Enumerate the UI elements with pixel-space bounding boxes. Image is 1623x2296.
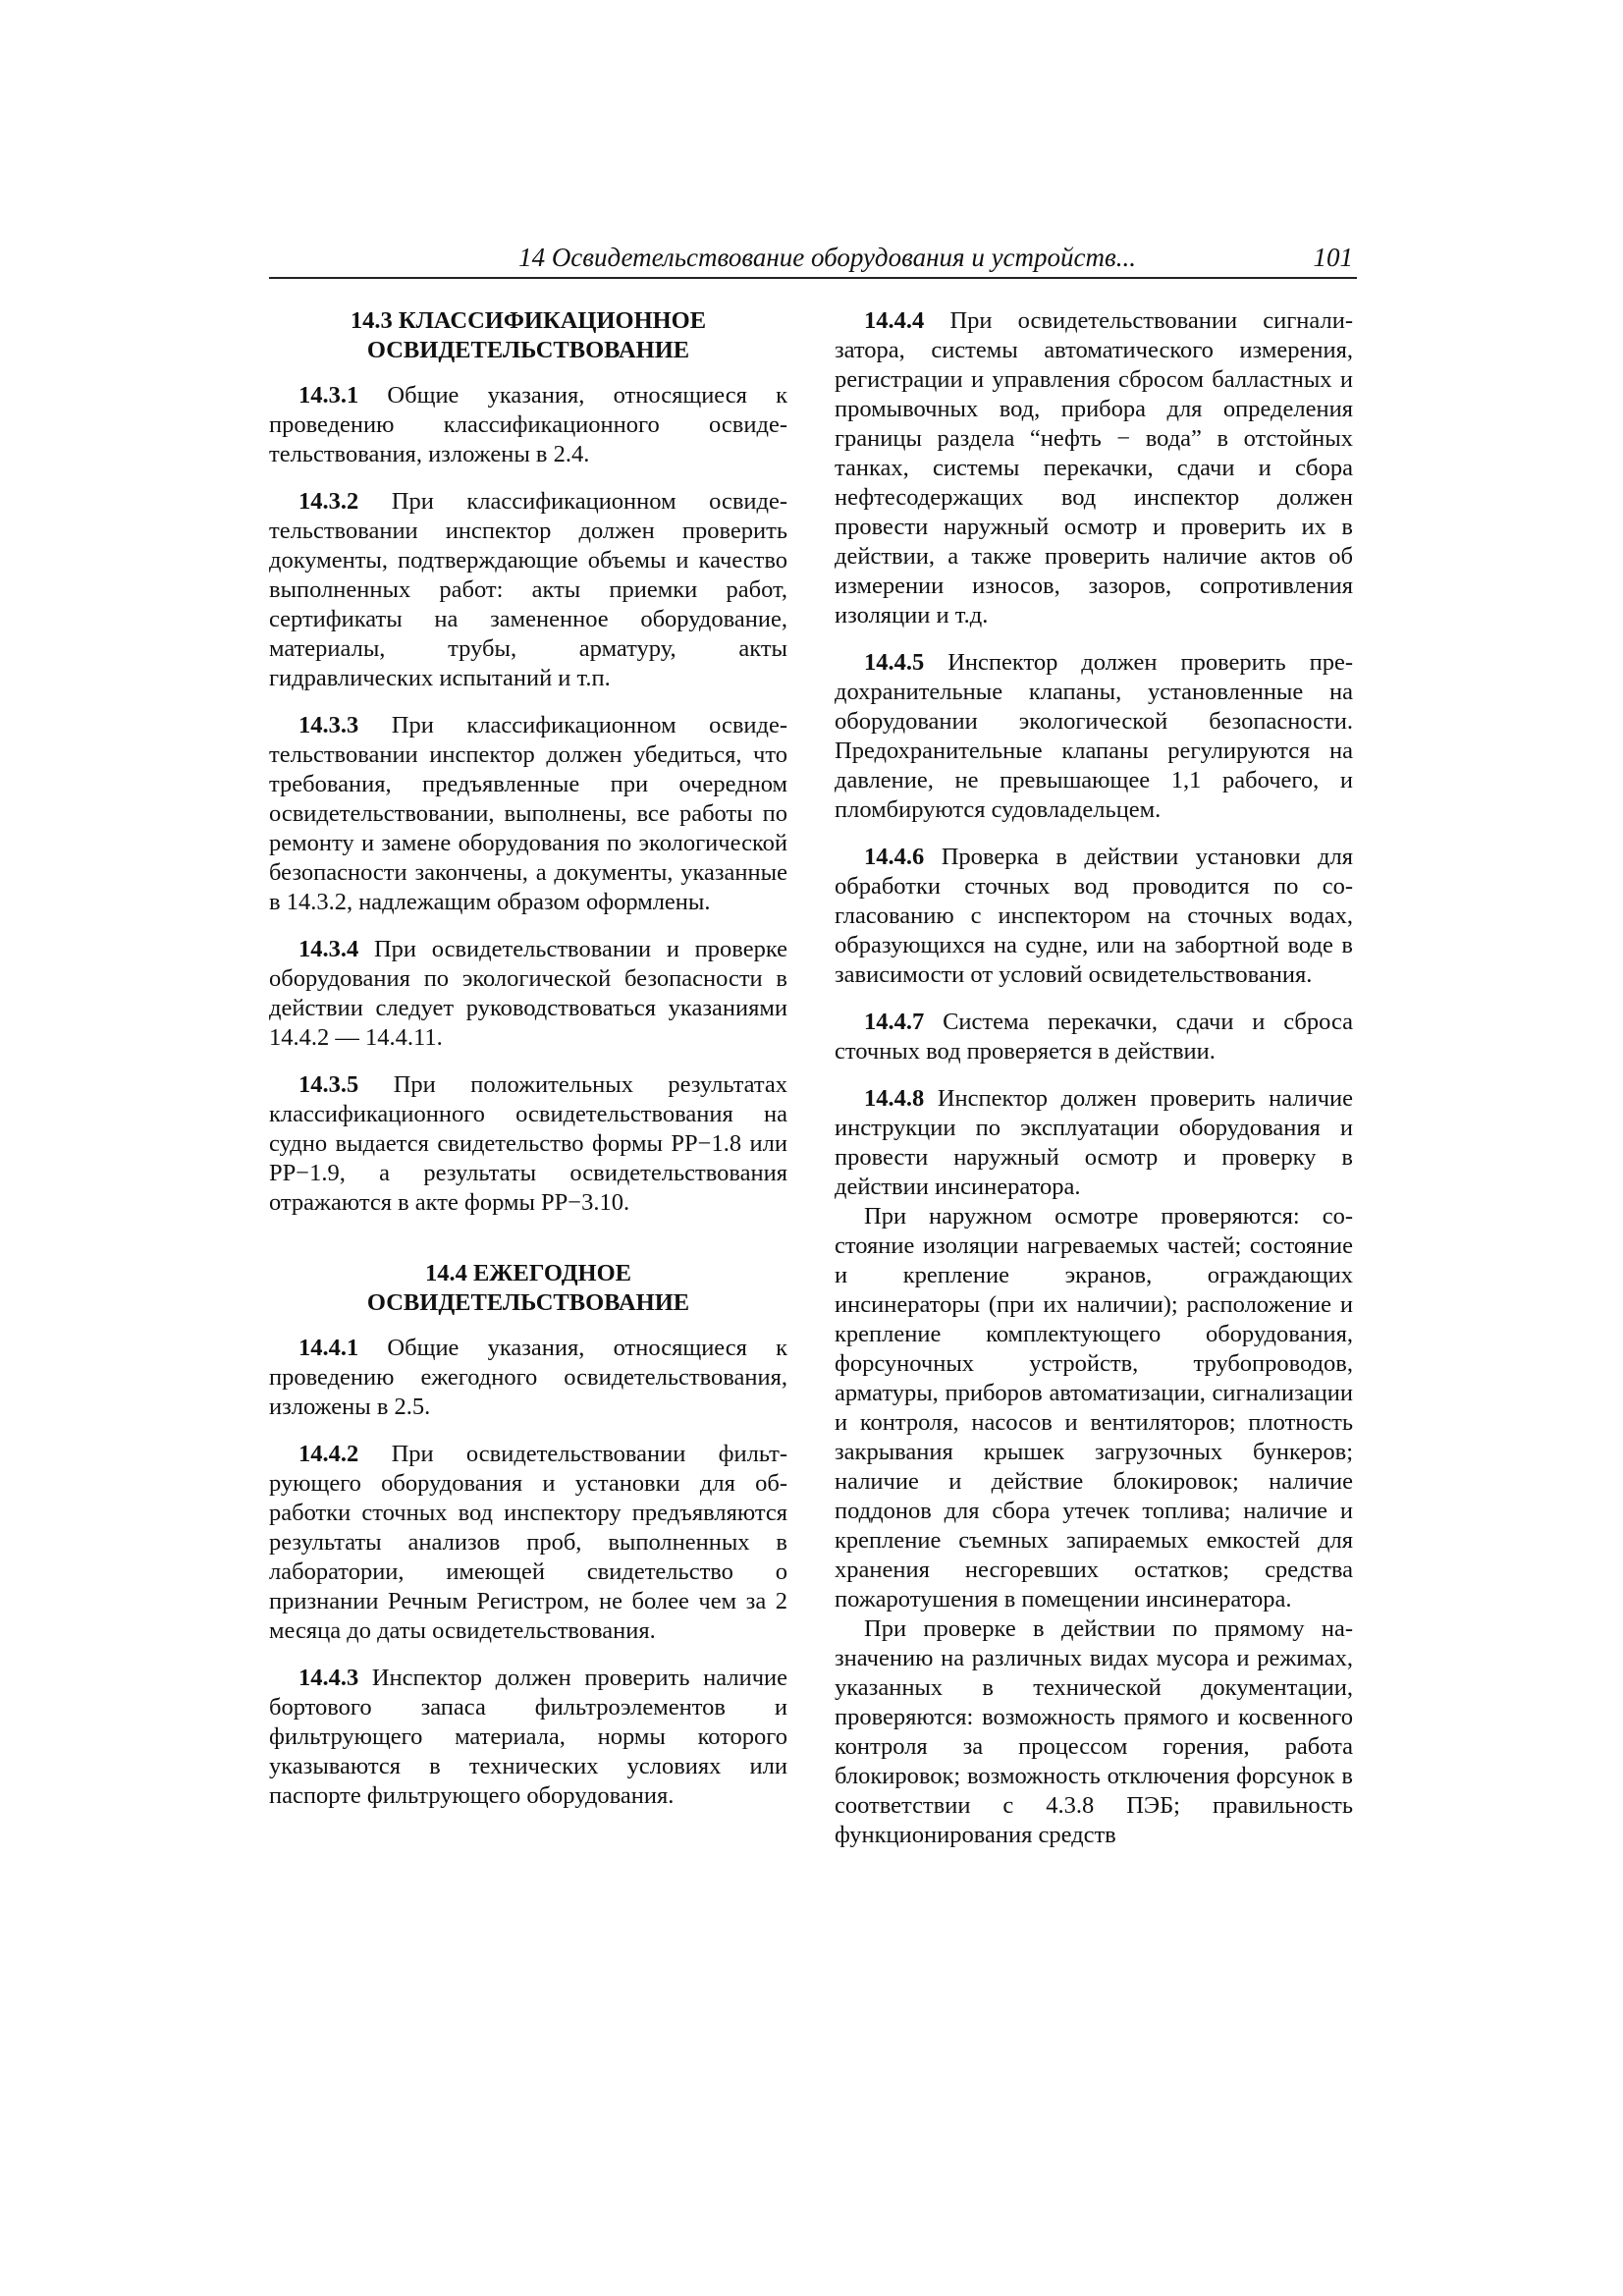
running-header-title: 14 Освидетельствование оборудования и устройств... [518,243,1136,272]
clause-text: Инспектор должен проверить наличие бортового запаса фильтроэлементов и фильтрующего материала, нормы которого указываются в технических условиях или паспорте фильтрующего оборудования. [269,1665,787,1809]
section-heading-14-4 [269,1259,787,1318]
paragraph-14-4-3 [269,1664,787,1811]
paragraph-14-3-2 [269,487,787,693]
left-column [269,306,787,1829]
paragraph-14-4-7 [835,1008,1353,1066]
paragraph-14-3-5 [269,1070,787,1218]
clause-number: 14.4.5 [864,649,925,676]
clause-text: При классификационном освидетельствовании инспектор должен проверить документы, подтверждающие объемы и качество выполненных работ: акты приемки работ, сертификаты на замененное оборудование, материалы, трубы, арматуру, акты гидравлических испытаний и т.п. [269,488,788,691]
clause-number: 14.3.3 [298,712,359,738]
heading-line-1: 14.3 КЛАССИФИКАЦИОННОЕ [350,307,707,334]
clause-number: 14.4.6 [864,844,925,870]
clause-number: 14.3.1 [298,382,359,409]
clause-text: При положительных результатах классификационного освидетельствования на судно выдается свидетельство формы РР−1.8 или РР−1.9, а результаты освидетельствования отражаются в акте формы РР−3.10. [269,1071,788,1216]
clause-number: 14.3.4 [298,936,359,962]
clause-text: Инспектор должен проверить предохранительные клапаны, установленные на оборудовании экологической безопасности. Предохранительные клапаны регулируются на давление, не превышающее 1,1 рабочего, и пломбируются судовладельцем. [835,649,1353,823]
clause-text: Общие указания, относящиеся к проведению классификационного освидетельствования, изложены в 2.4. [269,382,788,467]
paragraph-14-3-1 [269,381,787,469]
running-header [269,238,1357,279]
heading-line-1: 14.4 ЕЖЕГОДНОЕ [424,1260,632,1286]
heading-line-2: ОСВИДЕТЕЛЬСТВОВАНИЕ [366,337,690,363]
clause-number: 14.3.5 [298,1071,359,1098]
clause-number: 14.4.2 [298,1441,359,1467]
paragraph-14-3-4 [269,935,787,1053]
clause-text: Система перекачки, сдачи и сброса сточных вод проверяется в действии. [835,1009,1353,1065]
paragraph-14-4-5 [835,648,1353,825]
page-number: 101 [1313,243,1353,272]
paragraph-14-4-4 [835,306,1353,630]
clause-number: 14.4.3 [298,1665,359,1691]
paragraph-14-4-1 [269,1334,787,1422]
section-heading-14-3 [269,306,787,365]
clause-text: Проверка в действии установки для обработки сточных вод проводится по согласованию с инспектором на сточных водах, образующихся на судне, или на забортной воде в зависимости от условий освидетельствования. [835,844,1354,988]
paragraph-external-inspection: При наружном осмотре проверяются: состояние изоляции нагреваемых частей; состояние и крепление экранов, ограждающих инсинераторы (при их наличии); расположение и крепление комплектующего оборудования, форсуночных устройств, трубопроводов, арматуры, приборов автоматизации, сигнализации и контроля, насосов и вентиляторов; плотность закрывания крышек загрузочных бункеров; наличие и действие блокировок; наличие поддонов для сбора утечек топлива; наличие и крепление съемных запираемых емкостей для хранения несгоревших остатков; средства пожаротушения в помещении инсинератора. [835,1203,1353,1613]
clause-text: При освидетельствовании и проверке оборудования по экологической безопасности в действии следует руководствоваться указаниями 14.4.2 — 14.4.11. [269,936,788,1051]
right-column [835,306,1353,1850]
clause-number: 14.4.8 [864,1085,925,1112]
clause-text: Общие указания, относящиеся к проведению ежегодного освидетельствования, изложены в 2.5. [269,1335,788,1420]
paragraph-14-3-3 [269,711,787,917]
clause-number: 14.4.7 [864,1009,925,1035]
clause-number: 14.4.1 [298,1335,359,1361]
clause-number: 14.4.4 [864,307,925,334]
clause-text: При освидетельствовании фильтрующего оборудования и установки для обработки сточных вод инспектору предъявляются результаты анализов проб, выполненных в лаборатории, имеющей свидетельство о признании Речным Регистром, не более чем за 2 месяца до даты освидетельствования. [269,1441,787,1644]
paragraph-operational-check: При проверке в действии по прямому назначению на различных видах мусора и режимах, указанных в технической документации, проверяются: возможность прямого и косвенного контроля за процессом горения, работа блокировок; возможность отключения форсунок в соответствии с 4.3.8 ПЭБ; правильность функционирования средств [835,1615,1353,1848]
clause-text: При классификационном освидетельствовании инспектор должен убедиться, что требования, предъявленные при очередном освидетельствовании, выполнены, все работы по ремонту и замене оборудования по экологической безопасности закончены, а документы, указанные в 14.3.2, надлежащим образом оформлены. [269,712,788,915]
clause-text: Инспектор должен проверить наличие инструкции по эксплуатации оборудования и провести наружный осмотр и проверку в действии инсинератора. [835,1085,1353,1200]
heading-line-2: ОСВИДЕТЕЛЬСТВОВАНИЕ [366,1289,690,1316]
paragraph-14-4-2 [269,1440,787,1646]
clause-text: При освидетельствовании сигнализатора, системы автоматического измерения, регистрации и управления сбросом балластных и промывочных вод, прибора для определения границы раздела “нефть − вода” в отстойных танках, системы перекачки, сдачи и сбора нефтесодержащих вод инспектор должен провести наружный осмотр и проверить их в действии, а также проверить наличие актов об измерении износов, зазоров, сопротивления изоляции и т.д. [835,307,1354,629]
clause-number: 14.3.2 [298,488,359,515]
paragraph-14-4-6 [835,843,1353,990]
paragraph-14-4-8 [835,1084,1353,1202]
